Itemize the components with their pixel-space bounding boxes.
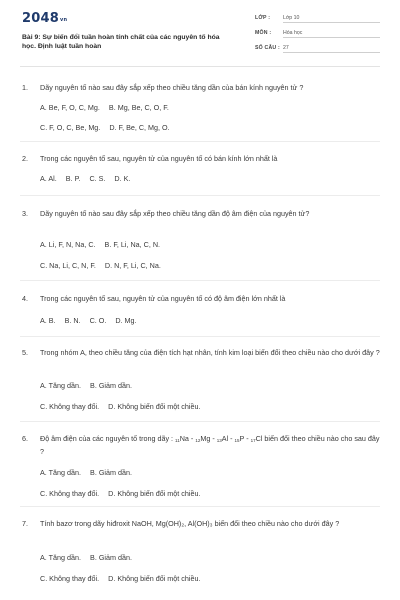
question-divider	[20, 195, 380, 196]
option-line	[40, 260, 380, 271]
option-d[interactable]: D. Không biến đổi một chiều.	[108, 402, 201, 411]
question-number: 5.	[22, 348, 28, 357]
option-b[interactable]: B. P.	[65, 174, 81, 183]
meta-subject-label: MÔN :	[255, 30, 272, 36]
option-a[interactable]: A. Tăng dần.	[40, 468, 82, 477]
meta-class-label: LỚP :	[255, 15, 271, 21]
header-divider	[20, 66, 380, 67]
question-number: 7.	[22, 519, 28, 528]
element-al: $_{13}$Al	[216, 434, 229, 443]
element-mg: $_{12}$Mg	[195, 434, 211, 443]
question-stem: Tính bazơ trong dãy hiđroxit NaOH, Mg(OH)₂, Al(OH)₃ biến đổi theo chiều nào cho dưới đây ?	[40, 519, 340, 528]
option-c[interactable]: C. Na, Li, C, N, F.	[40, 261, 96, 270]
option-c[interactable]: C. Không thay đổi.	[40, 402, 100, 411]
option-b[interactable]: B. Giảm dần.	[90, 468, 132, 477]
option-c[interactable]: C. F, O, C, Be, Mg.	[40, 123, 101, 132]
meta-class-value: Lớp 10	[283, 15, 380, 23]
option-d[interactable]: D. K.	[114, 174, 131, 183]
option-b[interactable]: B. F, Li, Na, C, N.	[104, 240, 161, 249]
meta-count	[255, 42, 380, 55]
option-line	[40, 380, 380, 391]
site-logo[interactable]	[22, 11, 67, 26]
option-d[interactable]: D. Mg.	[115, 316, 137, 325]
stem-suffix: biến đổi theo chiều nào cho sau đây ?	[40, 434, 380, 456]
option-d[interactable]: D. F, Be, C, Mg, O.	[109, 123, 170, 132]
option-line	[40, 488, 380, 499]
option-line	[40, 573, 380, 584]
element-na: $_{11}$Na	[175, 434, 189, 443]
meta-class	[255, 12, 380, 25]
question-stem: Dãy nguyên tố nào sau đây sắp xếp theo chiều tăng dần của bán kính nguyên tử ?	[40, 83, 304, 92]
option-a[interactable]: A. Tăng dần.	[40, 553, 82, 562]
element-cl: $_{17}$Cl	[250, 434, 263, 443]
option-a[interactable]: A. Be, F, O, C, Mg.	[40, 103, 100, 112]
option-line	[40, 552, 380, 563]
worksheet-header	[0, 0, 400, 64]
option-a[interactable]: A. B.	[40, 316, 56, 325]
option-line	[40, 401, 380, 412]
question-stem: Dãy nguyên tố nào sau đây sắp xếp theo chiều tăng dần độ âm điện của nguyên tử?	[40, 209, 310, 218]
option-d[interactable]: D. N, F, Li, C, Na.	[104, 261, 161, 270]
question-divider	[20, 336, 380, 337]
question-stem: Độ âm điện của các nguyên tố trong dãy : $_{11}$Na - $_{12}$Mg - $_{13}$Al - $_{15}$P - $_{17}$Cl biến đổi theo chiều nào cho sau đây ?	[40, 434, 380, 456]
option-a[interactable]: A. Tăng dần.	[40, 381, 82, 390]
option-line	[40, 239, 380, 250]
option-c[interactable]: C. Không thay đổi.	[40, 574, 100, 583]
option-a[interactable]: A. Li, F, N, Na, C.	[40, 240, 96, 249]
option-c[interactable]: C. O.	[89, 316, 107, 325]
option-line	[40, 467, 380, 478]
meta-count-label: SỐ CÂU :	[255, 45, 280, 51]
question-number: 4.	[22, 294, 28, 303]
question-number: 3.	[22, 209, 28, 218]
meta-count-value: 27	[283, 45, 380, 53]
question-number: 6.	[22, 434, 28, 443]
question-stem: Trong nhóm A, theo chiều tăng của điện tích hạt nhân, tính kim loại biến đổi theo chiều nào cho dưới đây ?	[40, 348, 380, 357]
question-divider	[20, 421, 380, 422]
meta-subject	[255, 27, 380, 40]
question-stem: Trong các nguyên tố sau, nguyên tử của nguyên tố có độ âm điện lớn nhất là	[40, 294, 286, 303]
option-line	[40, 315, 380, 326]
stem-prefix: Độ âm điện của các nguyên tố trong dãy :	[40, 434, 176, 443]
option-c[interactable]: C. Không thay đổi.	[40, 489, 100, 498]
option-d[interactable]: D. Không biến đổi một chiều.	[108, 574, 201, 583]
option-line	[40, 102, 380, 113]
logo-text: 2048	[22, 11, 59, 26]
meta-subject-value: Hóa học	[283, 30, 380, 38]
logo-suffix: vn	[59, 17, 68, 23]
question-divider	[20, 280, 380, 281]
lesson-title: Bài 9: Sự biến đổi tuần hoàn tính chất của các nguyên tố hóa học. Định luật tuần hoàn	[22, 34, 220, 50]
question-divider	[20, 506, 380, 507]
option-b[interactable]: B. Giảm dần.	[90, 553, 132, 562]
element-p: $_{15}$P	[234, 434, 245, 443]
question-divider	[20, 141, 380, 142]
option-a[interactable]: A. Al.	[40, 174, 57, 183]
option-d[interactable]: D. Không biến đổi một chiều.	[108, 489, 201, 498]
question-stem: Trong các nguyên tố sau, nguyên tử của nguyên tố có bán kính lớn nhất là	[40, 154, 278, 163]
option-line	[40, 122, 380, 133]
option-line	[40, 173, 380, 184]
option-b[interactable]: B. Giảm dần.	[90, 381, 132, 390]
question-number: 2.	[22, 154, 28, 163]
option-b[interactable]: B. Mg, Be, C, O, F.	[108, 103, 169, 112]
option-b[interactable]: B. N.	[64, 316, 81, 325]
option-c[interactable]: C. S.	[89, 174, 106, 183]
question-number: 1.	[22, 83, 28, 92]
